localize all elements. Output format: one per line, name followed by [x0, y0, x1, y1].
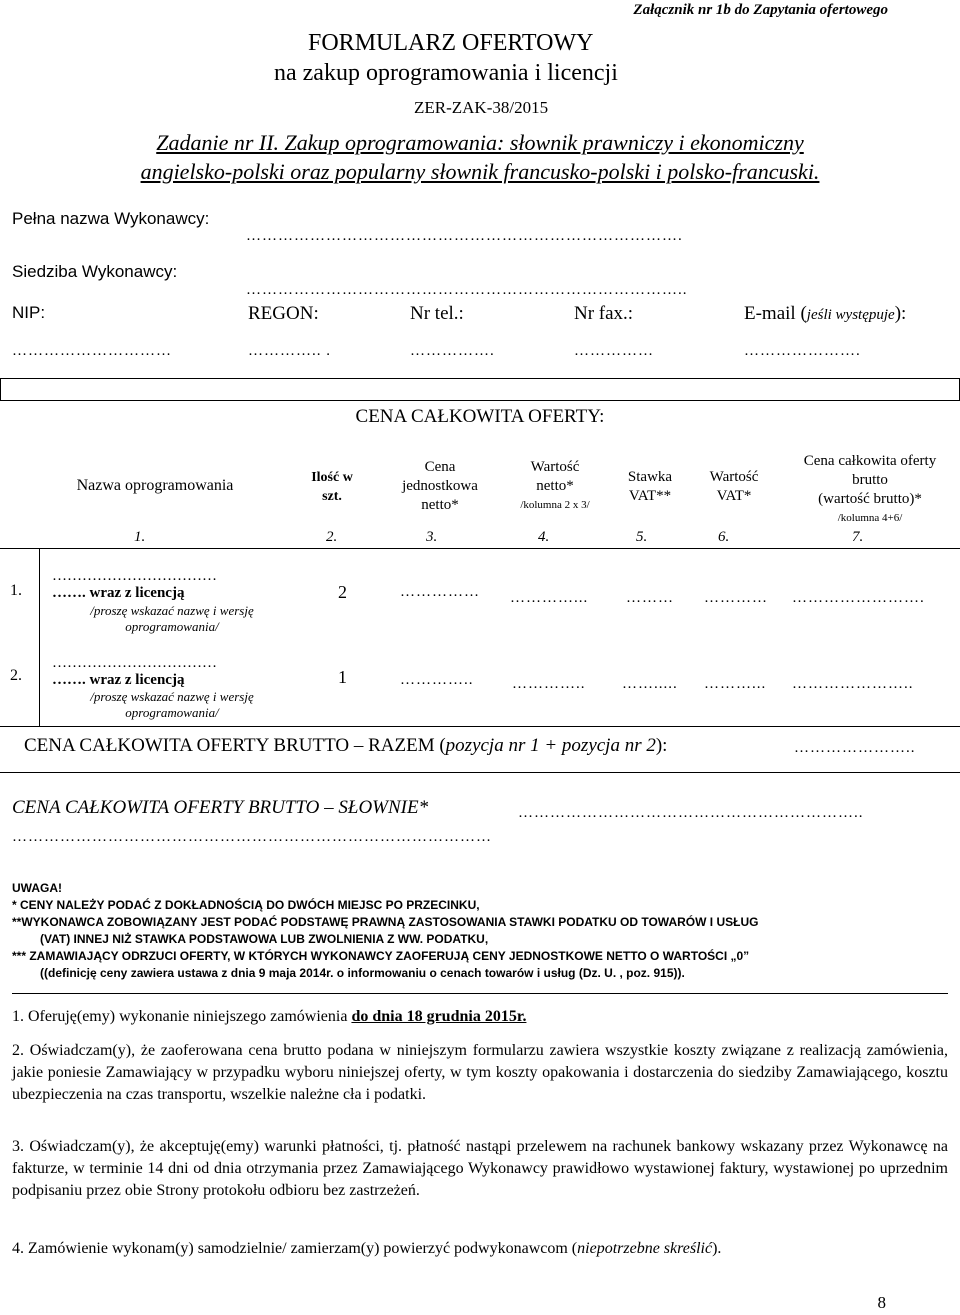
row-2-software-name[interactable]	[52, 655, 292, 689]
warning-title: UWAGA!	[12, 881, 62, 895]
row-2-note-line2: oprogramowania/	[125, 705, 219, 720]
page-number: 8	[877, 1293, 886, 1312]
col-header-qty-line2: szt.	[322, 489, 342, 504]
col-header-gross-line3: (wartość brutto)*	[818, 491, 922, 507]
col-number-2: 2.	[326, 529, 338, 545]
row-2-lp: 2.	[10, 667, 22, 684]
regon-label: REGON:	[248, 303, 319, 324]
col-header-unit-line2: jednostkowa	[402, 478, 478, 494]
contractor-name-label: Pełna nazwa Wykonawcy:	[12, 209, 210, 228]
row-1-vat-value[interactable]: …………	[704, 590, 768, 606]
warning-note-2: **WYKONAWCA ZOBOWIĄZANY JEST PODAĆ PODSTAWĘ PRAWNĄ ZASTOSOWANIA STAWKI PODATKU OD TOWARÓW I USŁUG	[12, 915, 759, 929]
row-1-name-dots: ……………………………	[52, 568, 217, 584]
row-1-unit-price[interactable]: ……………	[400, 584, 480, 600]
row-2-name-license: ……. wraz z licencją	[52, 672, 185, 688]
col-header-gross-line1: Cena całkowita oferty	[803, 453, 937, 469]
col-header-net-line2: netto*	[536, 478, 574, 494]
form-subtitle: na zakup oprogramowania i licencji	[274, 60, 618, 86]
row-2-note	[52, 689, 292, 721]
reference-number: ZER-ZAK-38/2015	[414, 98, 549, 117]
declaration-3: 3. Oświadczam(y), że akceptuję(emy) warunki płatności, tj. płatność nastąpi przelewem na rachunek bankowy wskazany przez Wykonawcę na fakturze, w terminie 14 dni od dnia otrzymania przez Zamawiającego Wykonawcy prawidłowo wystawionej faktury, wystawionej po uprzednim podpisaniu przez obie Strony protokołu odbioru bez zastrzeżeń.	[12, 1138, 948, 1199]
declaration-4	[12, 1238, 948, 1260]
warning-note-4: *** ZAMAWIAJĄCY ODRZUCI OFERTY, W KTÓRYCH WYKONAWCY ZAOFERUJĄ CENY JEDNOSTKOWE NETTO O WARTOŚCI „0”	[12, 949, 750, 963]
warning-note-1: * CENY NALEŻY PODAĆ Z DOKŁADNOŚCIĄ DO DWÓCH MIEJSC PO PRZECINKU,	[12, 898, 480, 912]
lp-column-divider	[39, 548, 40, 726]
row-1-vat-rate[interactable]: ………	[626, 590, 674, 606]
col-number-3: 3.	[426, 529, 438, 545]
col-header-gross-line2: brutto	[852, 472, 888, 488]
fax-field[interactable]: ……………	[574, 343, 654, 359]
contractor-seat-label: Siedziba Wykonawcy:	[12, 262, 178, 281]
email-label-close: ):	[894, 303, 907, 324]
row-2-note-line1: /proszę wskazać nazwę i wersję	[90, 689, 254, 704]
form-title: FORMULARZ OFERTOWY	[308, 30, 594, 56]
rows-top-border	[0, 548, 960, 549]
fax-label: Nr fax.:	[574, 303, 634, 324]
col-number-4: 4.	[538, 529, 550, 545]
rows-bottom-border	[0, 726, 960, 727]
row-1-qty: 2	[338, 582, 347, 602]
col-header-gross	[782, 452, 958, 528]
declaration-1	[12, 1006, 948, 1028]
row-1-software-name[interactable]	[52, 568, 292, 602]
col-number-7: 7.	[852, 529, 864, 545]
col-header-unit-line1: Cena	[424, 459, 456, 475]
phone-label: Nr tel.:	[410, 303, 464, 324]
row-1-note-line1: /proszę wskazać nazwę i wersję	[90, 603, 254, 618]
email-label-text: E-mail (	[744, 303, 807, 324]
declaration-1-text: 1. Oferuję(emy) wykonanie niniejszego zamówienia	[12, 1008, 352, 1025]
col-header-unit-price	[390, 458, 490, 515]
email-field[interactable]: ………………….	[744, 343, 861, 359]
grand-total-label-a: CENA CAŁKOWITA OFERTY BRUTTO – RAZEM (	[24, 735, 446, 756]
notes-separator	[12, 993, 948, 994]
row-1-net-value[interactable]: …………...	[510, 590, 589, 606]
col-header-vat-rate-line2: VAT**	[628, 488, 672, 504]
task-title-line-1: Zadanie nr II. Zakup oprogramowania: słownik prawniczy i ekonomiczny	[156, 130, 804, 155]
declaration-1-deadline: do dnia 18 grudnia 2015r.	[351, 1008, 527, 1025]
nip-field[interactable]: …………………………	[12, 343, 172, 359]
row-2-name-dots: ……………………………	[52, 655, 217, 671]
row-2-vat-value[interactable]: ………...	[704, 676, 767, 692]
grand-total-label-c: ):	[655, 735, 668, 756]
phone-field[interactable]: …………….	[410, 343, 495, 359]
row-2-vat-rate[interactable]: …….....	[622, 676, 678, 692]
row-1-gross[interactable]: …………………….	[792, 590, 925, 606]
col-number-1: 1.	[134, 529, 146, 545]
warning-note-3: (VAT) INNEJ NIŻ STAWKA PODSTAWOWA LUB ZWOLNIENIA Z WW. PODATKU,	[40, 932, 489, 946]
grand-total-label-b: pozycja nr 1 + pozycja nr 2	[445, 735, 656, 756]
regon-field[interactable]: ………….. .	[248, 343, 331, 359]
table-top-border	[0, 378, 960, 379]
col-header-qty	[292, 468, 372, 506]
col-number-5: 5.	[636, 529, 648, 545]
nip-label: NIP:	[12, 303, 46, 322]
grand-total-label	[24, 735, 667, 757]
row-2-unit-price[interactable]: …………..	[400, 672, 474, 688]
declaration-4-note: niepotrzebne skreślić	[577, 1240, 713, 1257]
col-header-vat-value-line1: Wartość	[709, 469, 759, 485]
table-band-left	[0, 378, 1, 400]
annex-label: Załącznik nr 1b do Zapytania ofertowego	[633, 2, 888, 18]
total-price-section-title: CENA CAŁKOWITA OFERTY:	[355, 406, 605, 427]
task-title	[0, 128, 960, 186]
col-header-name: Nazwa oprogramowania	[76, 477, 234, 494]
col-header-vat-rate	[612, 468, 688, 506]
task-title-line-2: angielsko-polski oraz popularny słownik francusko-polski i polsko-francuski.	[140, 159, 820, 184]
row-1-lp: 1.	[10, 582, 22, 599]
row-2-net-value[interactable]: …………..	[512, 676, 586, 692]
col-header-qty-line1: Ilość w	[311, 470, 353, 485]
col-header-vat-value	[694, 468, 774, 506]
row-2-qty: 1	[338, 667, 347, 687]
col-header-net-line3: /kolumna 2 x 3/	[520, 499, 590, 511]
warning-note-5: ((definicję ceny zawiera ustawa z dnia 9 maja 2014r. o informowaniu o cenach towarów i usług (Dz. U. , poz. 915)).	[40, 966, 685, 980]
declaration-4-close: ).	[712, 1240, 722, 1257]
col-number-6: 6.	[718, 529, 730, 545]
email-label-note: jeśli występuje	[806, 307, 895, 323]
col-header-unit-line3: netto*	[421, 497, 459, 513]
grand-total-field[interactable]: …………………..	[794, 740, 916, 756]
row-1-note	[52, 603, 292, 635]
row-1-name-license: ……. wraz z licencją	[52, 585, 185, 601]
total-in-words-field-2[interactable]: ………………………………………………………………………………	[12, 829, 492, 845]
table-band-border	[0, 400, 960, 401]
contractor-name-field[interactable]: ……………………………………………………………………….	[246, 228, 683, 244]
contractor-seat-field[interactable]: ………………………………………………………………………..	[246, 282, 688, 298]
warning-notes	[12, 880, 952, 982]
declaration-2: 2. Oświadczam(y), że zaoferowana cena brutto podana w niniejszym formularzu zawiera wszystkie koszty związane z realizacją zamówienia, jakie poniesie Zamawiający w przypadku wyboru niniejszej oferty, w tym koszty opakowania i dostarczenia do siedziby Zamawiającego, kosztu ubezpieczenia na czas transportu, wszelkie należne cła i podatki.	[12, 1042, 948, 1103]
total-in-words-field-1[interactable]: ………………………………………………………..	[518, 805, 864, 821]
row-2-gross[interactable]: …………………..	[792, 676, 914, 692]
total-in-words-label: CENA CAŁKOWITA OFERTY BRUTTO – SŁOWNIE*	[12, 797, 429, 818]
col-header-net-value	[500, 458, 610, 515]
total-row-bottom-border	[0, 772, 960, 773]
declaration-4-text: 4. Zamówienie wykonam(y) samodzielnie/ zamierzam(y) powierzyć podwykonawcom (	[12, 1240, 578, 1257]
col-header-net-line1: Wartość	[530, 459, 580, 475]
row-1-note-line2: oprogramowania/	[125, 619, 219, 634]
col-header-gross-line4: /kolumna 4+6/	[837, 512, 903, 524]
email-label	[744, 303, 906, 325]
col-header-vat-value-line2: VAT*	[716, 488, 752, 504]
col-header-vat-rate-line1: Stawka	[627, 469, 673, 485]
